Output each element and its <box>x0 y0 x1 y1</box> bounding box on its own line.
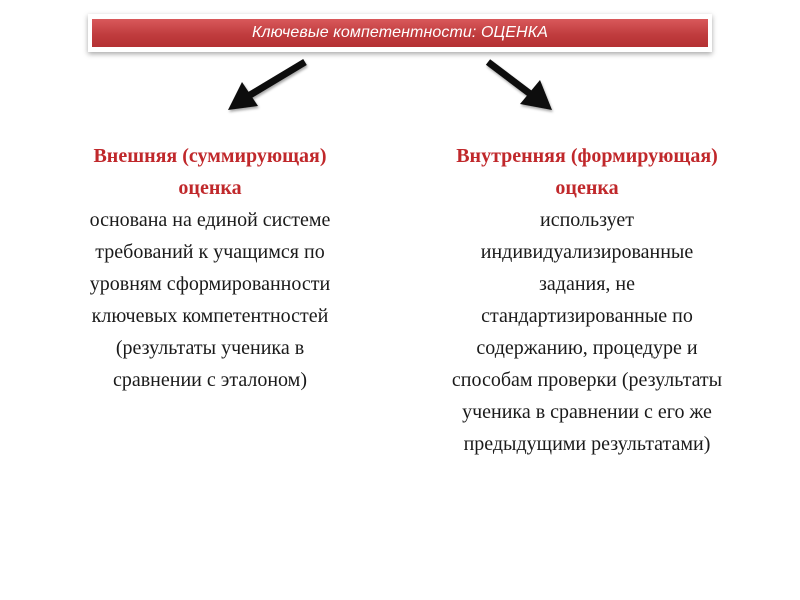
body-line: требований к учащимся по <box>95 241 325 263</box>
heading-line: Внешняя (суммирующая) <box>93 145 327 167</box>
body-line: индивидуализированные <box>480 241 694 263</box>
external-assessment-block <box>40 140 380 396</box>
body-line: (результаты ученика в <box>115 337 305 359</box>
heading-line: оценка <box>178 177 242 199</box>
heading-line: Внутренняя (формирующая) <box>456 145 718 167</box>
heading-line: оценка <box>555 177 619 199</box>
internal-assessment-heading <box>402 140 772 204</box>
body-line: задания, не <box>538 273 635 295</box>
body-line: основана на единой системе <box>89 209 331 231</box>
body-line: стандартизированные по <box>481 305 693 327</box>
arrow-down-left-icon <box>228 62 305 110</box>
body-line: использует <box>540 209 634 231</box>
title-text: Ключевые компетентности: ОЦЕНКА <box>92 19 708 47</box>
internal-assessment-block <box>402 140 772 460</box>
arrow-down-right-icon <box>488 62 552 110</box>
body-line: содержанию, процедуре и <box>476 337 698 359</box>
body-line: сравнении с эталоном) <box>112 369 307 391</box>
body-line: ученика в сравнении с его же <box>462 401 712 423</box>
body-line: способам проверки (результаты <box>451 369 723 391</box>
body-line: уровням сформированности <box>89 273 331 295</box>
body-line: ключевых компетентностей <box>91 305 329 327</box>
external-assessment-heading <box>40 140 380 204</box>
body-line: предыдущими результатами) <box>463 433 711 455</box>
